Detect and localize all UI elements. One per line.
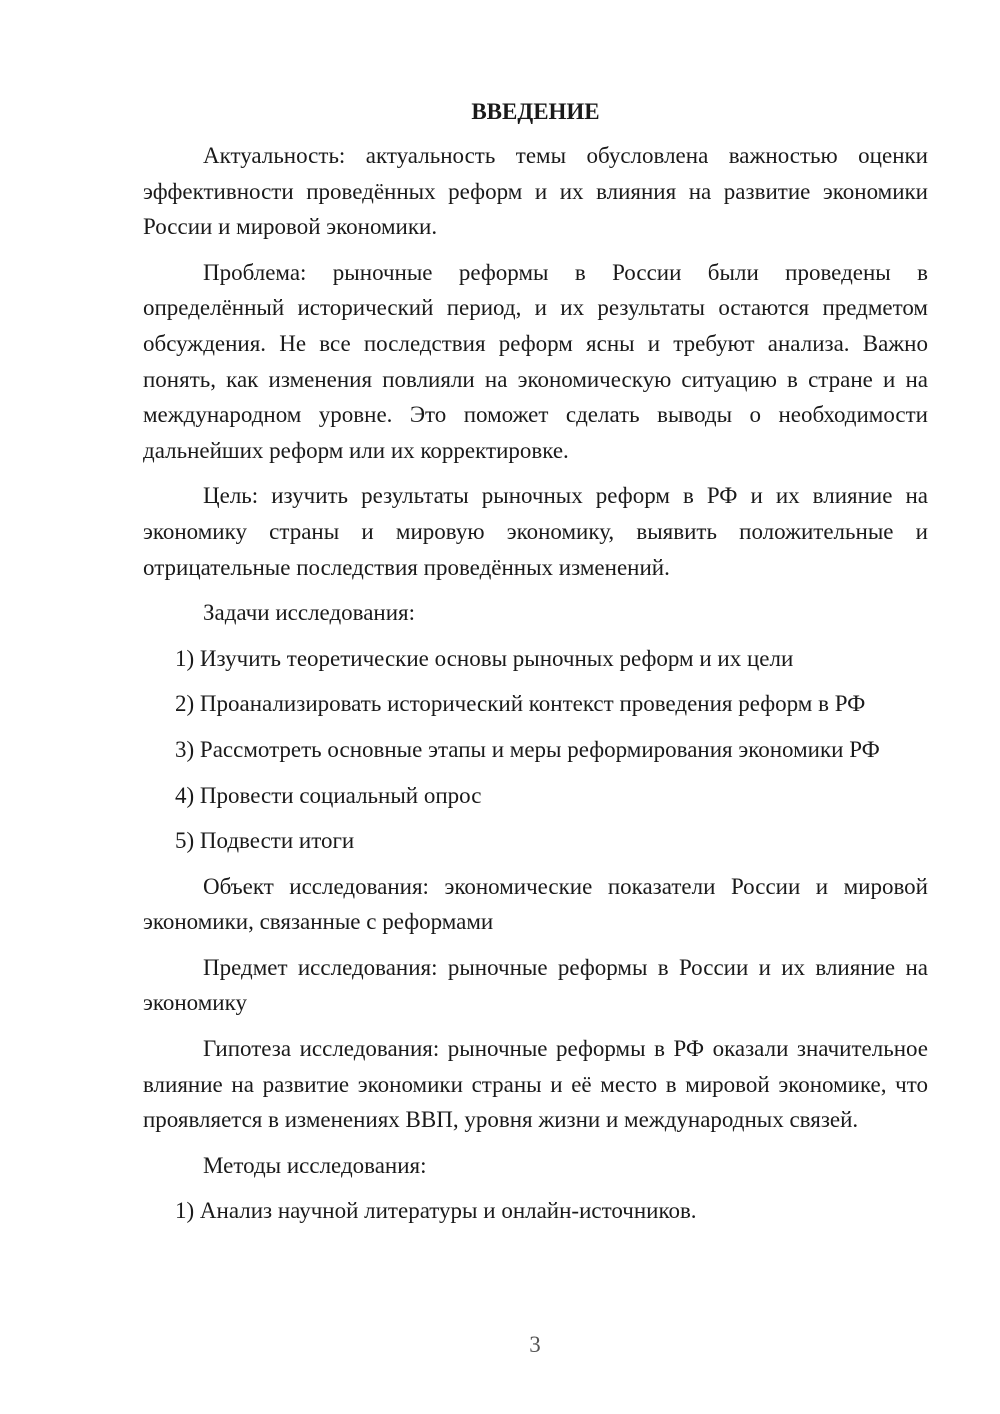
problem-paragraph: Проблема: рыночные реформы в России были проведены в определённый исторический период, и их результаты остаются предметом обсуждения. Не все последствия реформ ясны и требуют анализа. Важно понять, как изменения повлияли на экономическую ситуацию в стране и на международном уровне. Это поможет сделать выводы о необходимости дальнейших реформ или их корректировке.	[143, 259, 928, 463]
page-number: 3	[529, 1332, 541, 1357]
methods-heading: Методы исследования:	[203, 1152, 427, 1178]
hypothesis-paragraph: Гипотеза исследования: рыночные реформы в РФ оказали значительное влияние на развитие экономики страны и её место в мировой экономике, что проявляется в изменениях ВВП, уровня жизни и международных связей.	[143, 1036, 928, 1133]
task-item-2: 2) Проанализировать исторический контекст проведения реформ в РФ	[175, 691, 866, 717]
subject-paragraph: Предмет исследования: рыночные реформы в России и их влияние на экономику	[143, 954, 928, 1016]
task-item-3: 3) Рассмотреть основные этапы и меры реформирования экономики РФ	[175, 736, 880, 762]
page-body	[143, 92, 928, 1239]
page-title: ВВЕДЕНИЕ	[471, 99, 600, 124]
task-item-4: 4) Провести социальный опрос	[175, 782, 482, 808]
tasks-heading: Задачи исследования:	[203, 600, 416, 626]
method-item-1: 1) Анализ научной литературы и онлайн-источников.	[175, 1198, 697, 1224]
goal-paragraph: Цель: изучить результаты рыночных реформ в РФ и их влияние на экономику страны и мировую экономику, выявить положительные и отрицательные последствия проведённых изменений.	[143, 483, 928, 580]
task-item-5: 5) Подвести итоги	[175, 828, 355, 854]
task-item-1: 1) Изучить теоретические основы рыночных реформ и их цели	[175, 645, 794, 671]
relevance-paragraph: Актуальность: актуальность темы обусловлена важностью оценки эффективности проведённых реформ и их влияния на развитие экономики России и мировой экономики.	[143, 143, 928, 240]
object-paragraph: Объект исследования: экономические показатели России и мировой экономики, связанные с реформами	[143, 873, 928, 935]
